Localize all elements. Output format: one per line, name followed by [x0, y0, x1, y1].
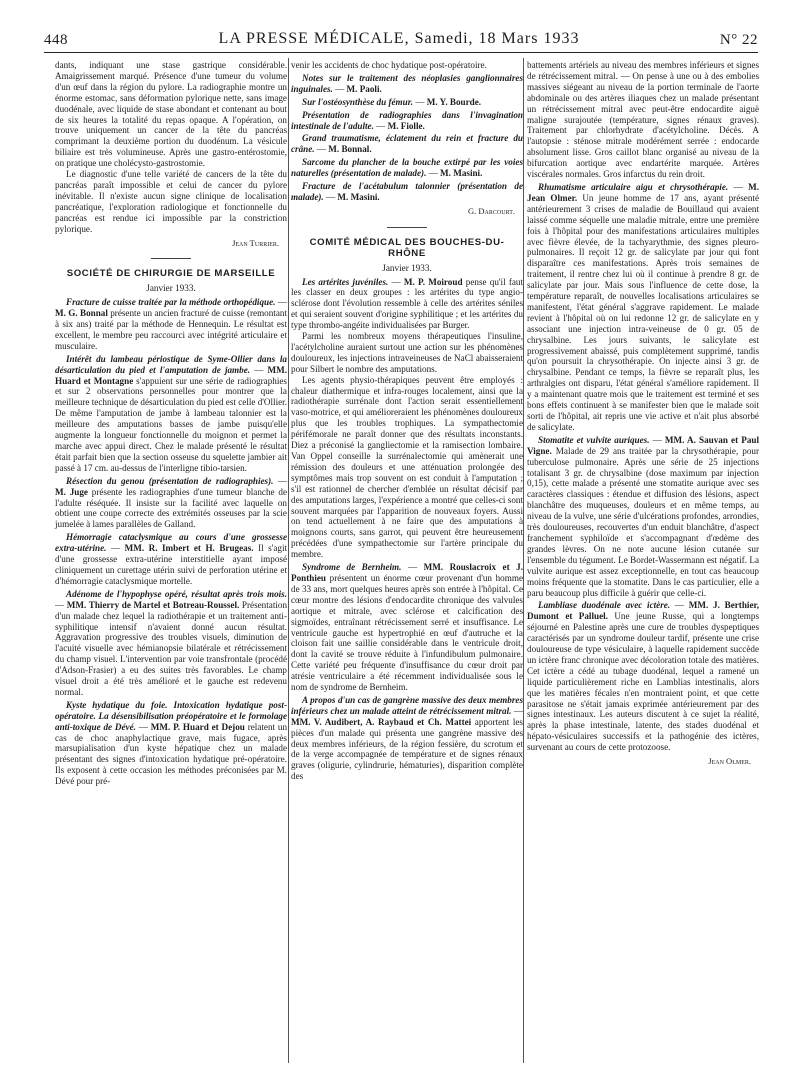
report-item: Sarcome du plancher de la bouche extirpé par les voies naturelles (présentation de malade). — M. Masini. [291, 157, 523, 179]
paragraph: Parmi les nombreux moyens thérapeutiques l'insuline, l'acétylcholine auraient surtout une action sur les phénomènes douloureux, les injections intraveineuses de NaCl abaisseraient pour Silbert le nombre des amputations. [291, 331, 523, 374]
report-item: Sur l'ostéosynthèse du fémur. — M. Y. Bourde. [302, 96, 482, 107]
report-item: Stomatite et vulvite auriques. — MM. A. Sauvan et Paul Vigne. Malade de 29 ans traitée par la chrysothérapie, pour tuberculose pulmonaire. Après une série de 25 injections totalisant 3 gr. de chrysalbine (dose maximum par injection 0,15), cette malade a présenté une stomatite aurique avec ses caractères classiques : étendue et diffusion des lésions, aspect blanchâtre des muqueuses, douleurs et en même temps, au niveau de la vulve, une série d'ulcérations profondes, arrondies, très douloureuses, recouvertes d'un enduit blanchâtre, d'aspect franchement syphiloïde et s'accompagnant d'œdème des grandes lèvres. On ne note aucune lésion cutanée sur l'ensemble du tégument. Le Bordet-Wassermann est négatif. La vulvite aurique est assez exceptionnelle, en tout cas beaucoup moins fréquente que la stomatite. Dans le cas particulier, elle a paru beaucoup plus difficile à guérir que celle-ci. [527, 434, 760, 598]
section-date: Janvier 1933. [146, 283, 196, 294]
report-title: Sarcome du plancher de la bouche extirpé par les voies naturelles (présentation de malade). [291, 157, 523, 179]
report-title: Lambliase duodénale avec ictère. [538, 600, 671, 611]
report-title: Sur l'ostéosynthèse du fémur. [302, 96, 414, 107]
paragraph: Les agents physio-thérapiques peuvent être employés : chaleur diathermique et infra-rouges localement, ainsi que la radiothérapie surrénale dont l'action serait essentiellement vaso-motrice, et qui amélioreraient les phénomènes douloureux plus que les troubles trophiques. La sympathectomie périfémorale ne paraît donner que des résultats inconstants. Diez a préconisé la gangliectomie et la ramisection lombaire. Van Oppel conseille la surrénalectomie qui amènerait une rémission des douleurs et une atténuation prolongée des symptômes mais trop souvent on est conduit à l'amputation ; s'il est rationnel de chercher d'emblée un résultat décisif par des amputations larges, l'expérience a montré que celles-ci sont souvent marquées par l'apparition de nouveaux foyers. Aussi on tend actuellement à ne faire que des amputations à moignons courts, sans garrot, qui peuvent être heureusement précédées d'une sympathectomie sur l'artère principale du membre. [291, 374, 523, 560]
report-item: Rhumatisme articulaire aigu et chrysothérapie. — M. Jean Olmer. Un jeune homme de 17 ans, ayant présenté antérieurement 3 crises de maladie de Bouillaud qui avaient laissé comme séquelle une maladie mitrale, entre une première fois à l'hôpital pour des manifestations articulaires multiples avec fièvre élevée, de la tachyarythmie, des signes pleuro-pulmonaires. Il reçoit 12 gr. de salicylate par jour qui font disparaître ces manifestations. Après trois semaines de traitement, il rentre chez lui où il continue à prendre 8 gr. de salicylate par jour. Mais sous l'influence de cette dose, la température reparaît, de nouvelles localisations articulaires se manifestent, l'état général s'aggrave rapidement. Le malade revient à l'hôpital où on lui redonne 12 gr. de salicylate en y associant une injection intra-veineuse de 0 gr. 05 de chrysalbine. Les jours suivants, le salicylate est progressivement abaissé, puis complètement supprimé, tandis qu'on poursuit la chrysothérapie. On injecte ainsi 3 gr. de chrysalbine. Pendant ce temps, la fièvre se reparaît plus, les arthralgies ont disparu, l'état général s'améliore rapidement. Il y a maintenant quatre mois que le traitement est terminé et ses bons effets continuent à se manifester bien que le malade soit sorti de l'hôpital, ait repris une vie active et n'ait plus absorbé de salicylate. [527, 181, 760, 432]
report-authors: MM. R. Imbert et H. Brugeas. [124, 543, 254, 554]
report-title: Fracture de cuisse traitée par la méthode orthopédique. [66, 297, 276, 308]
report-text: présente un ancien fracturé de cuisse (remontant à six ans) traité par la méthode de Hennequin. Le résultat est excellent, le membre peu raccourci avec intégrité articulaire et musculaire. [55, 308, 287, 351]
report-item: Kyste hydatique du foie. Intoxication hydatique post-opératoire. La désensibilisation préopératoire et le formolage anti-toxique de Dévé. — MM. P. Huard et Dejou relatent un cas de choc anaphylactique grave, mais fugace, après marsupialisation d'un kyste hépatique chez un malade présentant des signes d'intoxication hydatique pré-opératoire. Ils exposent à cette occasion les méthodes préconisées par M. Dévé pour pré- [55, 699, 288, 787]
report-title: Kyste hydatique du foie. Intoxication hydatique post-opératoire. La désensibilisation préopératoire et le formolage anti-toxique de Dévé. [55, 699, 287, 732]
report-item: Notes sur le traitement des néoplasies ganglionnaires inguinales. — M. Paoli. [291, 72, 523, 94]
report-title: Présentation de radiographies dans l'invagination intestinale de l'adulte. [291, 109, 523, 131]
report-authors: MM. Thierry de Martel et Botreau-Roussel. [66, 599, 240, 610]
report-text: Il s'agit d'une grossesse extra-utérine interstitielle ayant imposé cliniquement un curettage utérin suivi de perforation utérine et d'hémorragie cataclysmique mortelle. [55, 543, 288, 586]
report-authors: M. Masini. [337, 191, 380, 202]
paragraph: battements artériels au niveau des membres inférieurs et signes de rétrécissement mitral. — On pense à une ou à des embolies massives siégeant au niveau de la portion terminale de l'aorte abdominale ou des artères iliaques chez un malade présentant un rétrécissement mitral avec peut-être endocardite aiguë maligne surajoutée (température, signes rénaux graves). Traitement par chlorhydrate d'acétylcholine. Décès. A l'autopsie : sténose mitrale modérément serrée : endocarde absolument lisse. Gros caillot blanc organisé au niveau de la bifurcation aortique avec endartérite marquée. Artères viscérales normales. Gros infarctus du rein droit. [527, 60, 759, 180]
report-text: présente les radiographies d'une tumeur blanche de l'adulte réséquée. Il insiste sur la facilité avec laquelle on obtient une coupe correcte des extrémités osseuses par la scie jumelée à lames parallèles de Galland. [55, 486, 287, 530]
column-divider [288, 58, 289, 1063]
paragraph: dants, indiquant une stase gastrique considérable. Amaigrissement marqué. Présence d'une tumeur du volume d'un œuf dans la région du pylore. La radiographie montre un énorme estomac, sans déformation pylorique nette, sans image duodénale, avec liquide de stase abondant et contenant au bout de six heures la totalité du repas opaque. A l'opération, on trouve uniquement un cancer de la tête du pancréas comprimant la deuxième portion du duodénum. La vésicule biliaire est très volumineuse. Après une gastro-entérostomie, on pratique une cholécysto-gastrostomie. [55, 60, 287, 169]
report-authors: M. Paoli. [346, 83, 382, 94]
signature: Jean Turrier. [232, 237, 279, 248]
paragraph: Le diagnostic d'une telle variété de cancers de la tête du pancréas paraît impossible et celui de cancer du pylore inévitable. Il n'existe aucun signe clinique de localisation pancréatique, l'exploration radiologique et fonctionnelle du pancréas est rendue ici impossible par la constriction pylorique. [55, 169, 287, 234]
report-text: présentent un énorme cœur provenant d'un homme de 33 ans, mort quelques heures après son entrée à l'hôpital. Ce cœur montre des lésions d'endocardite chronique des valvules aortique et mitrale, avec sclérose et calcification des sigmoïdes, entraînant rétrécissement serré et insuffisance. Le ventricule gauche est hypertrophié en œuf d'autruche et la cloison fait une saillie considérable dans le ventricule droit, dont la cavité se trouve réduite à l'infundibulum pulmonaire. Cette variété peu fréquente d'insuffisance du cœur droit par atrésie ventriculaire a été récemment individualisée sous le nom de syndrome de Bernheim. [291, 572, 523, 693]
section-date: Janvier 1933. [382, 262, 432, 273]
report-text: apportent les pièces d'un malade qui présenta une gangrène massive des deux membres inférieurs, de la région fessière, du scrotum et de la verge accompagnée de température et de signes rénaux graves (oligurie, cylindrurie, hématuries), disparition complète des [291, 716, 523, 782]
report-title: Intérêt du lambeau périostique de Syme-Ollier dans la désarticulation du pied et l'amputation de jambe. [55, 353, 287, 375]
report-authors: MM. Rouslacroix et J. Ponthieu [291, 562, 523, 583]
signature: G. Darcourt. [468, 205, 515, 216]
report-title: Résection du genou (présentation de radiographies). [66, 475, 274, 486]
report-title: Notes sur le traitement des néoplasies ganglionnaires inguinales. [291, 72, 523, 94]
report-authors: M. Masini. [440, 168, 483, 179]
signature: Jean Olmer. [708, 756, 751, 767]
paragraph: venir les accidents de choc hydatique post-opératoire. [291, 60, 487, 70]
report-title: Les artérites juvéniles. [302, 276, 389, 287]
section-separator [387, 227, 427, 228]
report-title: Hémorragie cataclysmique au cours d'une grossesse extra-utérine. [55, 532, 287, 554]
report-item: Présentation de radiographies dans l'invagination intestinale de l'adulte. — M. Fiolle. [291, 109, 523, 131]
report-authors: MM. P. Huard et Dejou [150, 721, 245, 732]
report-title: A propos d'un cas de gangrène massive des deux membres inférieurs chez un malade atteint de rétrécissement mitral. [291, 694, 523, 716]
report-item: Les artérites juvéniles. — M. P. Moiroud pense qu'il faut les classer en deux groupes : les artérites du type angio-sclérose dont l'évolution ressemble à celle des artérites séniles et qui seraient souvent d'origine syphilitique ; et les artérites du type thrombo-angéite individualisées par Burger. [291, 276, 524, 331]
report-authors: MM. A. Sauvan et Paul Vigne. [527, 434, 759, 456]
report-title: Rhumatisme articulaire aigu et chrysothérapie. [538, 181, 729, 192]
report-authors: M. Bonnal. [328, 144, 372, 155]
report-text: s'appuient sur une série de radiographies et sur 2 observations personnelles pour montrer que la meilleure technique de désarticulation du pied est celle d'Ollier. De même l'amputation de jambe à lambeau talonnier est la meilleure des amputations basses de jambe puisqu'elle augmente la longueur fonctionnelle du moignon et permet la marche avec appui direct. Chez le malade présenté le résultat était parfait bien que la section osseuse du squelette jambier ait passé à 17 cm. au-dessus de l'interligne tibio-tarsien. [55, 375, 287, 473]
report-title: Fracture de l'acétabulum talonnier (présentation de malade). [291, 181, 523, 202]
report-item: A propos d'un cas de gangrène massive des deux membres inférieurs chez un malade atteint de rétrécissement mitral. — MM. V. Audibert, A. Raybaud et Ch. Mattei apportent les pièces d'un malade qui présenta une gangrène massive des deux membres inférieurs, de la région fessière, du scrotum et de la verge accompagnée de température et de signes rénaux graves (oligurie, cylindrurie, hématuries), disparition complète des [291, 694, 524, 782]
report-text: relatent un cas de choc anaphylactique grave, mais fugace, après marsupialisation d'un kyste hépatique chez un malade présentant des signes d'intoxication hydatique pré-opératoire. Ils exposent à cette occasion les méthodes préconisées par M. Dévé pour pré- [55, 721, 288, 787]
report-text: Un jeune homme de 17 ans, ayant présenté antérieurement 3 crises de maladie de Bouillaud qui avaient laissé comme séquelle une maladie mitrale, entre une première fois à l'hôpital pour des manifestations articulaires multiples avec fièvre élevée, de la tachyarythmie, des signes pleuro-pulmonaires. Il reçoit 12 gr. de salicylate par jour qui font disparaître ces manifestations. Après trois semaines de traitement, il rentre chez lui où il continue à prendre 8 gr. de salicylate par jour. Mais sous l'influence de cette dose, la température reparaît, de nouvelles localisations articulaires se manifestent, l'état général s'aggrave rapidement. Le malade revient à l'hôpital où on lui redonne 12 gr. de salicylate en y associant une injection intra-veineuse de 0 gr. 05 de chrysalbine. Les jours suivants, le salicylate est progressivement abaissé, puis complètement supprimé, tandis qu'on poursuit la chrysothérapie. On injecte ainsi 3 gr. de chrysalbine. Pendant ce temps, la fièvre se reparaît plus, les arthralgies ont disparu, l'état général s'améliore rapidement. Il y a maintenant quatre mois que le traitement est terminé et ses bons effets continuent à se manifester bien que le malade soit sorti de l'hôpital, ait repris une vie active et n'ait plus absorbé de salicylate. [527, 192, 760, 432]
report-text: Une jeune Russe, qui a longtemps séjourné en Palestine après une cure de troubles dyspeptiques caractérisés par un syndrome douleur tardif, présente une crise douloureuse de type vésiculaire, à laquelle rapidement succède un ictère franc chronique avec décoloration totale des matières. Cet ictère a cédé au tubage duodénal, lequel a ramené un liquide particulièrement riche en Lamblias intestinalis, alors que les matières fécales n'en montraient point, et que cette parasitose ne s'était jamais exprimée antérieurement par des signes intestinaux. Les auteurs discutent à ce sujet la réalité, après la phase intestinale, latente, des stades duodénal et hépato-vésiculaires successifs et la pathogénie des ictères, survenant au cours de cette protozoose. [527, 611, 759, 753]
report-authors: M. P. Moiroud [403, 276, 463, 287]
report-text: Présentation d'un malade chez lequel la radiothérapie et un traitement anti-syphilitique intensif n'avaient donné aucun résultat. Aggravation progressive des troubles visuels, diminution de l'acuité visuelle avec hémianopsie bilatérale et rétrécissement du champ visuel. L'intervention par voie transfrontale (procédé d'Adson-Frasier) a eu des suites très favorables. Le champ visuel droit a été très amélioré et le gauche est redevenu normal. [55, 599, 288, 697]
page-number: 448 [44, 32, 68, 48]
report-item: Adénome de l'hypophyse opéré, résultat après trois mois. — MM. Thierry de Martel et Botreau-Roussel. Présentation d'un malade chez lequel la radiothérapie et un traitement anti-syphilitique intensif n'avaient donné aucun résultat. Aggravation progressive des troubles visuels, diminution de l'acuité visuelle avec hémianopsie bilatérale et rétrécissement du champ visuel. L'intervention par voie transfrontale (procédé d'Adson-Frasier) a eu des suites très favorables. Le champ visuel droit a été très amélioré et le gauche est redevenu normal. [55, 588, 288, 697]
report-item: Hémorragie cataclysmique au cours d'une grossesse extra-utérine. — MM. R. Imbert et H. Brugeas. Il s'agit d'une grossesse extra-utérine interstitielle ayant imposé cliniquement un curettage utérin suivi de perforation utérine et d'hémorragie cataclysmique mortelle. [55, 532, 288, 586]
report-item: Grand traumatisme, éclatement du rein et fracture du crâne. — M. Bonnal. [291, 133, 523, 155]
report-authors: M. G. Bonnal [55, 308, 108, 319]
report-authors: M. Y. Bourde. [426, 96, 482, 107]
column-3 [527, 60, 759, 767]
column-divider [523, 58, 524, 1063]
report-authors: MM. Huard et Montagne [55, 364, 288, 386]
report-title: Stomatite et vulvite auriques. [538, 434, 650, 445]
report-text: pense qu'il faut les classer en deux groupes : les artérites du type angio-sclérose dont l'évolution ressemble à celle des artérites séniles et qui seraient souvent d'origine syphilitique ; et les artérites du type thrombo-angéite individualisées par Burger. [291, 276, 524, 331]
section-title: SOCIÉTÉ DE CHIRURGIE DE MARSEILLE [66, 268, 276, 280]
section-separator [151, 258, 191, 259]
report-item: Lambliase duodénale avec ictère. — MM. J. Berthier, Dumont et Palluel. Une jeune Russe, qui a longtemps séjourné en Palestine après une cure de troubles dyspeptiques caractérisés par un syndrome douleur tardif, présente une crise douloureuse de type vésiculaire, à laquelle rapidement succède un ictère franc chronique avec décoloration totale des matières. Cet ictère a cédé au tubage duodénal, lequel a ramené un liquide particulièrement riche en Lamblias intestinalis, alors que les matières fécales n'en montraient point, et que cette parasitose ne s'était jamais exprimée antérieurement par des signes intestinaux. Les auteurs discutent à ce sujet la réalité, après la phase intestinale, latente, des stades duodénal et hépato-vésiculaires successifs et la pathogénie des ictères, survenant au cours de cette protozoose. [527, 600, 759, 753]
report-item: Fracture de l'acétabulum talonnier (présentation de malade). — M. Masini. [291, 181, 523, 202]
report-item: Syndrome de Bernheim. — MM. Rouslacroix et J. Ponthieu présentent un énorme cœur provenant d'un homme de 33 ans, mort quelques heures après son entrée à l'hôpital. Ce cœur montre des lésions d'endocardite chronique des valvules aortique et mitrale, avec sclérose et calcification des sigmoïdes, entraînant rétrécissement serré et insuffisance. Le ventricule gauche est hypertrophié en œuf d'autruche et la cloison fait une saillie considérable dans le ventricule droit, dont la cavité se trouve réduite à l'infundibulum pulmonaire. Cette variété peu fréquente d'insuffisance du cœur droit par atrésie ventriculaire a été récemment individualisée sous le nom de syndrome de Bernheim. [291, 562, 523, 693]
page-header [40, 30, 758, 52]
report-authors: MM. V. Audibert, A. Raybaud et Ch. Mattei [291, 716, 472, 727]
report-title: Grand traumatisme, éclatement du rein et fracture du crâne. [291, 133, 523, 155]
report-authors: M. Jean Olmer. [527, 181, 759, 203]
report-authors: MM. J. Berthier, Dumont et Palluel. [527, 600, 759, 622]
issue-number: N° 22 [719, 32, 758, 48]
column-2 [291, 60, 523, 782]
section-title: COMITÉ MÉDICAL DES BOUCHES-DU-RHÔNE [309, 236, 505, 259]
journal-title: LA PRESSE MÉDICALE, Samedi, 18 Mars 1933 [218, 30, 580, 47]
report-text: Malade de 29 ans traitée par la chrysothérapie, pour tuberculose pulmonaire. Après une série de 25 injections totalisant 3 gr. de chrysalbine (dose maximum par injection 0,15), cette malade a présenté une stomatite aurique avec ses caractères classiques : étendue et diffusion des lésions, aspect blanchâtre des muqueuses, douleurs et en même temps, au niveau de la vulve, une série d'ulcérations profondes, arrondies, très douloureuses, recouvertes d'un enduit blanchâtre, d'aspect franchement syphiloïde et s'accompagnant d'œdème des grandes lèvres. On ne note aucune lésion cutanée sur l'ensemble du tégument. Le Bordet-Wassermann est négatif. La vulvite aurique est assez exceptionnelle, en tout cas beaucoup moins fréquente que la stomatite. Dans le cas particulier, elle a paru beaucoup plus difficile à guérir que celle-ci. [527, 445, 760, 598]
report-item: Intérêt du lambeau périostique de Syme-Ollier dans la désarticulation du pied et l'amputation de jambe. — MM. Huard et Montagne s'appuient sur une série de radiographies et sur 2 observations personnelles pour montrer que la meilleure technique de désarticulation du pied est celle d'Ollier. De même l'amputation de jambe à lambeau talonnier est la meilleure des amputations basses de jambe puisqu'elle augmente la longueur fonctionnelle du moignon et permet la marche avec appui direct. Chez le malade présenté le résultat était parfait bien que la section osseuse du squelette jambier ait passé à 17 cm. au-dessus de l'interligne tibio-tarsien. [55, 353, 288, 473]
report-title: Syndrome de Bernheim. [302, 562, 402, 573]
column-1 [55, 60, 287, 787]
report-item: Fracture de cuisse traitée par la méthode orthopédique. — M. G. Bonnal présente un ancien fracturé de cuisse (remontant à six ans) traité par la méthode de Hennequin. Le résultat est excellent, le membre peu raccourci avec intégrité articulaire et musculaire. [55, 297, 287, 351]
report-authors: M. Juge [55, 486, 88, 497]
header-rule [44, 52, 758, 53]
report-authors: M. Fiolle. [387, 120, 425, 131]
report-item: Résection du genou (présentation de radiographies). — M. Juge présente les radiographies d'une tumeur blanche de l'adulte réséquée. Il insiste sur la facilité avec laquelle on obtient une coupe correcte des extrémités osseuses par la scie jumelée à lames parallèles de Galland. [55, 475, 287, 530]
report-title: Adénome de l'hypophyse opéré, résultat après trois mois. [66, 588, 287, 599]
